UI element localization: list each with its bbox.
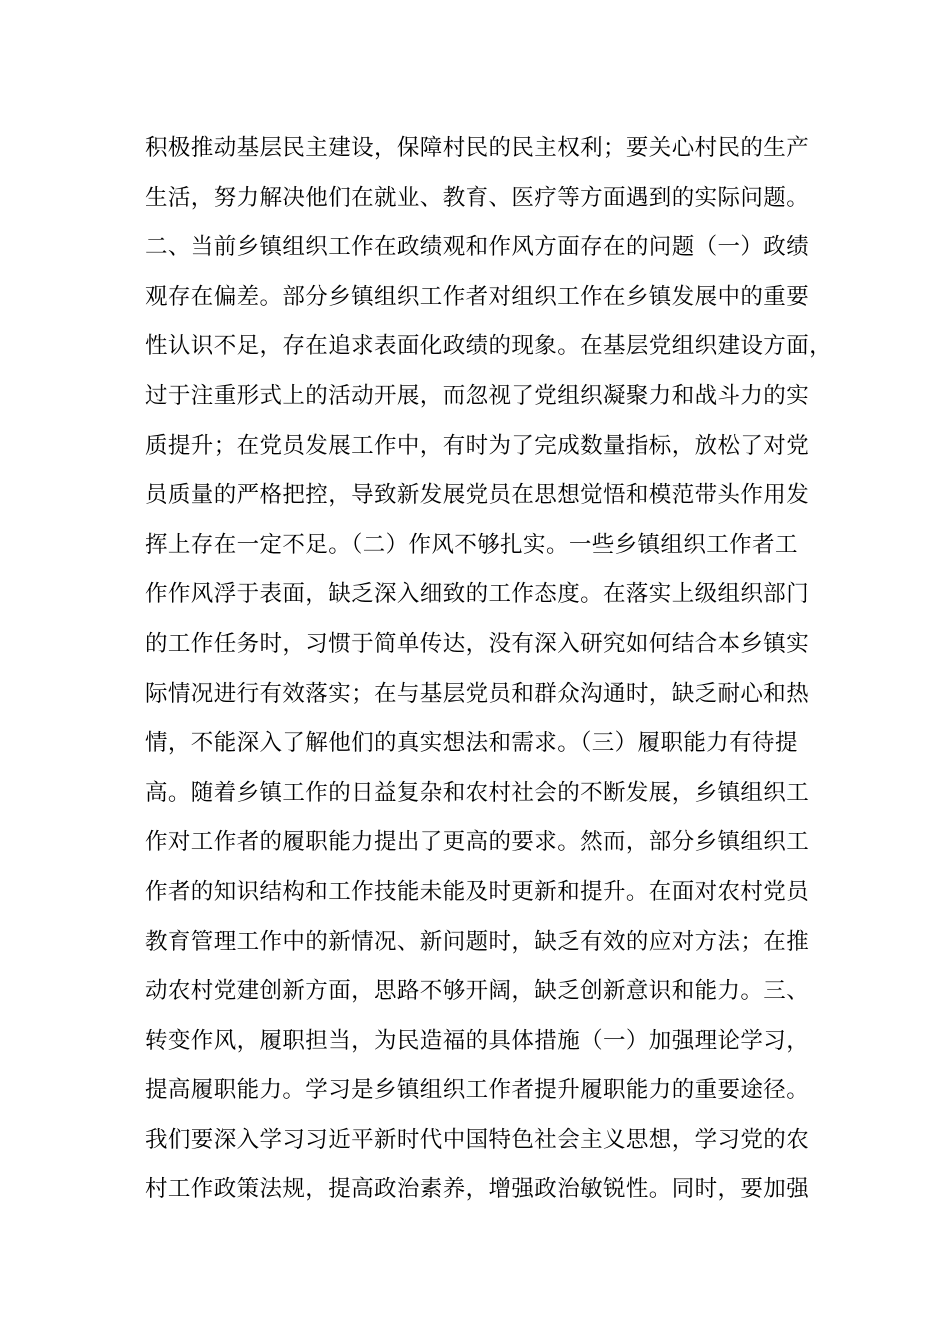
text-line: 情，不能深入了解他们的真实想法和需求。（三）履职能力有待提 <box>145 730 798 757</box>
text-line: 作作风浮于表面，缺乏深入细致的工作态度。在落实上级组织部门 <box>145 581 810 608</box>
text-line: 质提升；在党员发展工作中，有时为了完成数量指标，放松了对党 <box>145 432 810 459</box>
text-line: 教育管理工作中的新情况、新问题时，缺乏有效的应对方法；在推 <box>145 928 810 955</box>
text-line: 高。随着乡镇工作的日益复杂和农村社会的不断发展，乡镇组织工 <box>145 779 810 806</box>
text-line: 二、当前乡镇组织工作在政绩观和作风方面存在的问题（一）政绩 <box>145 234 810 261</box>
text-line: 挥上存在一定不足。（二）作风不够扎实。一些乡镇组织工作者工 <box>145 531 798 558</box>
text-line: 员质量的严格把控，导致新发展党员在思想觉悟和模范带头作用发 <box>145 482 810 509</box>
text-line: 转变作风，履职担当，为民造福的具体措施（一）加强理论学习， <box>145 1027 810 1054</box>
body-text <box>145 128 845 1219</box>
text-line: 际情况进行有效落实；在与基层党员和群众沟通时，缺乏耐心和热 <box>145 680 810 707</box>
text-line: 过于注重形式上的活动开展，而忽视了党组织凝聚力和战斗力的实 <box>145 382 810 409</box>
text-line: 作者的知识结构和工作技能未能及时更新和提升。在面对农村党员 <box>145 878 810 905</box>
text-line: 我们要深入学习习近平新时代中国特色社会主义思想，学习党的农 <box>145 1126 810 1153</box>
text-line: 性认识不足，存在追求表面化政绩的现象。在基层党组织建设方面， <box>145 333 833 360</box>
text-line: 动农村党建创新方面，思路不够开阔，缺乏创新意识和能力。三、 <box>145 978 810 1005</box>
text-line: 的工作任务时，习惯于简单传达，没有深入研究如何结合本乡镇实 <box>145 630 810 657</box>
text-line: 提高履职能力。学习是乡镇组织工作者提升履职能力的重要途径。 <box>145 1077 810 1104</box>
text-line: 积极推动基层民主建设，保障村民的民主权利；要关心村民的生产 <box>145 135 810 161</box>
text-line: 观存在偏差。部分乡镇组织工作者对组织工作在乡镇发展中的重要 <box>145 283 810 310</box>
text-line: 村工作政策法规，提高政治素养，增强政治敏锐性。同时，要加强 <box>145 1176 810 1203</box>
text-line: 作对工作者的履职能力提出了更高的要求。然而，部分乡镇组织工 <box>145 829 810 856</box>
text-line: 生活，努力解决他们在就业、教育、医疗等方面遇到的实际问题。 <box>145 184 810 211</box>
